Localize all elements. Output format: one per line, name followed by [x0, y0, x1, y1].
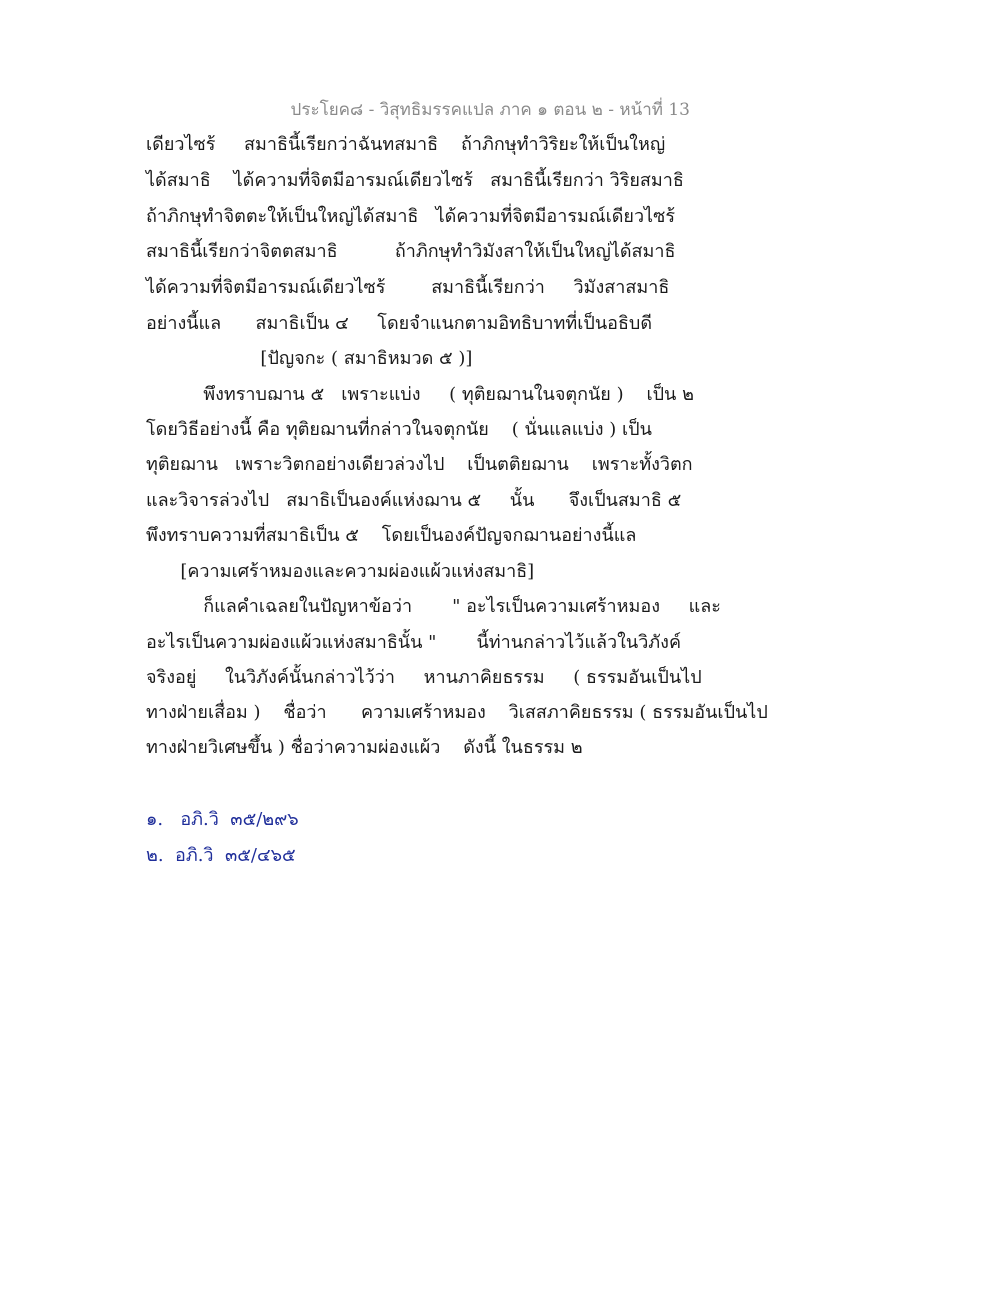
footnote: ๑. อภิ.วิ ๓๕/๒๙๖ — [146, 809, 299, 830]
footnote: ๒. อภิ.วิ ๓๕/๔๖๕ — [146, 845, 296, 866]
body-line: สมาธินี้เรียกว่าจิตตสมาธิ ถ้าภิกษุทำวิมังสาให้เป็นใหญ่ได้สมาธิ — [146, 241, 676, 262]
body-line: พึงทราบความที่สมาธิเป็น ๕ โดยเป็นองค์ปัญจกฌานอย่างนี้แล — [146, 525, 637, 546]
section-heading: [ความเศร้าหมองและความผ่องแผ้วแห่งสมาธิ] — [146, 561, 535, 582]
body-line: ได้สมาธิ ได้ความที่จิตมีอารมณ์เดียวไซร้ สมาธินี้เรียกว่า วิริยสมาธิ — [146, 170, 684, 191]
body-line: ทางฝ่ายวิเศษขึ้น ) ชื่อว่าความผ่องแผ้ว ดังนี้ ในธรรม ๒ — [146, 737, 583, 758]
body-line: อย่างนี้แล สมาธิเป็น ๔ โดยจำแนกตามอิทธิบาทที่เป็นอธิบดี — [146, 313, 653, 334]
body-line: ก็แลคำเฉลยในปัญหาข้อว่า " อะไรเป็นความเศร้าหมอง และ — [146, 596, 721, 617]
body-line: จริงอยู่ ในวิภังค์นั้นกล่าวไว้ว่า หานภาคิยธรรม ( ธรรมอันเป็นไป — [146, 667, 702, 688]
body-line: ทางฝ่ายเสื่อม ) ชื่อว่า ความเศร้าหมอง วิเสสภาคิยธรรม ( ธรรมอันเป็นไป — [146, 702, 768, 723]
section-heading: [ปัญจกะ ( สมาธิหมวด ๕ )] — [146, 348, 473, 369]
body-line: ได้ความที่จิตมีอารมณ์เดียวไซร้ สมาธินี้เรียกว่า วิมังสาสมาธิ — [146, 277, 670, 298]
body-line: ทุติยฌาน เพราะวิตกอย่างเดียวล่วงไป เป็นตติยฌาน เพราะทั้งวิตก — [146, 454, 693, 475]
body-line: อะไรเป็นความผ่องแผ้วแห่งสมาธินั้น " นี้ท่านกล่าวไว้แล้วในวิภังค์ — [146, 632, 681, 653]
body-line: โดยวิธีอย่างนี้ คือ ทุติยฌานที่กล่าวในจตุกนัย ( นั่นแลแบ่ง ) เป็น — [146, 419, 652, 440]
body-line: เดียวไซร้ สมาธินี้เรียกว่าฉันทสมาธิ ถ้าภิกษุทำวิริยะให้เป็นใหญ่ — [146, 134, 666, 155]
body-line: ถ้าภิกษุทำจิตตะให้เป็นใหญ่ได้สมาธิ ได้ความที่จิตมีอารมณ์เดียวไซร้ — [146, 206, 675, 227]
page-header: ประโยค๘ - วิสุทธิมรรคแปล ภาค ๑ ตอน ๒ - หน้าที่ 13 — [290, 100, 690, 120]
body-line: พึงทราบฌาน ๕ เพราะแบ่ง ( ทุติยฌานในจตุกนัย ) เป็น ๒ — [146, 384, 694, 405]
body-line: และวิจารล่วงไป สมาธิเป็นองค์แห่งฌาน ๕ นั้น จึงเป็นสมาธิ ๕ — [146, 490, 682, 511]
